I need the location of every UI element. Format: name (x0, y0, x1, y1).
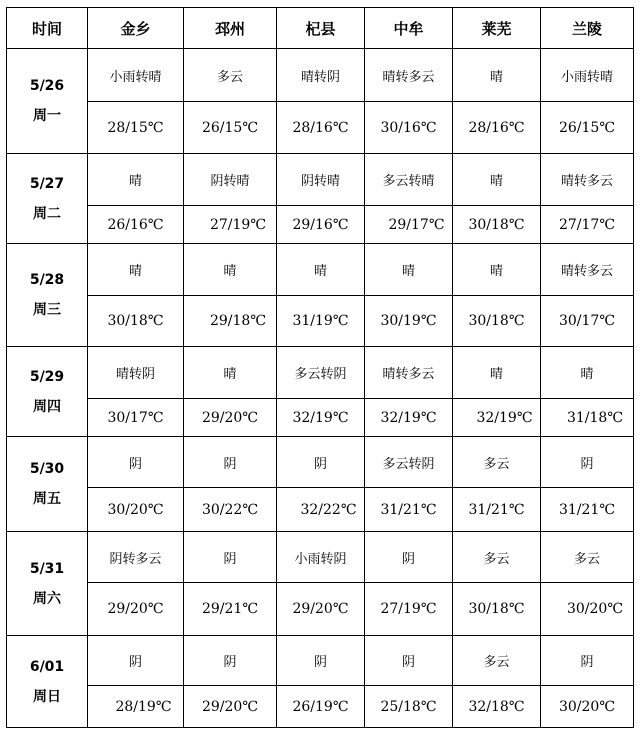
temperature-cell: 26/15℃ (541, 102, 634, 154)
temperature-cell: 30/18℃ (453, 583, 541, 636)
temperature-cell: 32/19℃ (365, 399, 453, 437)
temperature-cell: 29/17℃ (365, 206, 453, 244)
temperature-cell: 32/18℃ (453, 686, 541, 728)
weather-cell: 晴 (453, 49, 541, 102)
header-row (7, 8, 634, 49)
temperature-cell: 26/16℃ (88, 206, 184, 244)
time-header: 时间 (7, 8, 88, 49)
weekday-label: 周五 (33, 491, 61, 507)
temperature-cell: 29/20℃ (184, 686, 277, 728)
temperature-cell: 30/20℃ (541, 583, 634, 636)
temperature-cell: 30/22℃ (184, 488, 277, 532)
temperature-row (7, 399, 634, 437)
date-cell (7, 49, 88, 154)
temperature-row (7, 206, 634, 244)
date-cell (7, 532, 88, 636)
temperature-cell: 27/19℃ (184, 206, 277, 244)
weather-cell: 阴 (277, 636, 365, 686)
weather-cell: 小雨转阴 (277, 532, 365, 583)
weekday-label: 周三 (33, 302, 61, 318)
temperature-row (7, 686, 634, 728)
date-label: 5/26 (29, 78, 65, 94)
date-cell (7, 347, 88, 437)
weather-cell: 阴 (541, 636, 634, 686)
weather-cell: 晴转多云 (541, 154, 634, 206)
weather-cell: 阴 (184, 532, 277, 583)
temperature-cell: 31/21℃ (541, 488, 634, 532)
date-label: 6/01 (29, 658, 65, 675)
date-label: 5/29 (29, 368, 65, 385)
weekday-label: 周二 (33, 205, 61, 222)
weekday-label: 周一 (33, 108, 61, 124)
weather-cell: 多云 (184, 49, 277, 102)
date-label: 5/27 (29, 175, 65, 192)
weather-cell: 多云 (453, 437, 541, 488)
weather-cell: 阴 (184, 636, 277, 686)
date-cell (7, 636, 88, 728)
temperature-cell: 30/20℃ (541, 686, 634, 728)
temperature-cell: 27/19℃ (365, 583, 453, 636)
weather-cell: 多云转晴 (365, 154, 453, 206)
weather-cell: 阴转多云 (88, 532, 184, 583)
weather-cell: 小雨转晴 (88, 49, 184, 102)
weekday-label: 周四 (33, 398, 61, 415)
weather-cell: 晴 (277, 244, 365, 296)
weather-row (7, 154, 634, 206)
temperature-cell: 30/18℃ (453, 206, 541, 244)
temperature-row (7, 296, 634, 347)
weather-cell: 晴转多云 (365, 49, 453, 102)
temperature-cell: 28/15℃ (88, 102, 184, 154)
temperature-cell: 30/17℃ (541, 296, 634, 347)
city-header: 邳州 (184, 8, 277, 49)
date-cell (7, 244, 88, 347)
temperature-cell: 26/19℃ (277, 686, 365, 728)
date-label: 5/28 (29, 272, 65, 288)
weather-cell: 多云转阴 (277, 347, 365, 399)
date-label: 5/30 (29, 461, 65, 477)
weather-cell: 晴 (365, 244, 453, 296)
weekday-label: 周六 (33, 590, 61, 607)
weather-cell: 多云 (453, 636, 541, 686)
temperature-cell: 29/20℃ (184, 399, 277, 437)
weather-cell: 阴 (277, 437, 365, 488)
temperature-cell: 30/16℃ (365, 102, 453, 154)
temperature-cell: 25/18℃ (365, 686, 453, 728)
weather-cell: 晴 (453, 244, 541, 296)
weather-cell: 晴 (184, 347, 277, 399)
temperature-cell: 30/19℃ (365, 296, 453, 347)
weather-cell: 晴 (453, 154, 541, 206)
date-cell (7, 154, 88, 244)
temperature-row (7, 583, 634, 636)
weekday-label: 周日 (33, 688, 61, 705)
weather-cell: 多云 (541, 532, 634, 583)
weather-row (7, 244, 634, 296)
weather-row (7, 437, 634, 488)
weather-cell: 阴 (541, 437, 634, 488)
temperature-cell: 26/15℃ (184, 102, 277, 154)
temperature-row (7, 102, 634, 154)
weather-cell: 晴 (184, 244, 277, 296)
city-header: 莱芜 (453, 8, 541, 49)
temperature-cell: 27/17℃ (541, 206, 634, 244)
temperature-cell: 30/18℃ (88, 296, 184, 347)
temperature-cell: 31/18℃ (541, 399, 634, 437)
weather-cell: 阴 (184, 437, 277, 488)
city-header: 兰陵 (541, 8, 634, 49)
temperature-cell: 32/22℃ (277, 488, 365, 532)
weather-cell: 晴转阴 (88, 347, 184, 399)
temperature-cell: 29/20℃ (88, 583, 184, 636)
weather-cell: 多云转阴 (365, 437, 453, 488)
temperature-cell: 30/17℃ (88, 399, 184, 437)
weather-cell: 阴转晴 (277, 154, 365, 206)
weather-row (7, 49, 634, 102)
temperature-cell: 29/20℃ (277, 583, 365, 636)
weather-cell: 阴转晴 (184, 154, 277, 206)
weather-cell: 晴转多云 (365, 347, 453, 399)
weather-row (7, 636, 634, 686)
weather-row (7, 532, 634, 583)
temperature-cell: 31/21℃ (365, 488, 453, 532)
weather-cell: 晴 (453, 347, 541, 399)
weather-cell: 晴 (541, 347, 634, 399)
weather-cell: 阴 (365, 636, 453, 686)
temperature-cell: 28/19℃ (88, 686, 184, 728)
temperature-cell: 29/21℃ (184, 583, 277, 636)
temperature-cell: 32/19℃ (277, 399, 365, 437)
temperature-row (7, 488, 634, 532)
weather-cell: 晴 (88, 244, 184, 296)
weather-cell: 晴转多云 (541, 244, 634, 296)
weather-cell: 晴 (88, 154, 184, 206)
weather-cell: 晴转阴 (277, 49, 365, 102)
weather-cell: 阴 (365, 532, 453, 583)
weather-cell: 小雨转晴 (541, 49, 634, 102)
temperature-cell: 29/18℃ (184, 296, 277, 347)
temperature-cell: 32/19℃ (453, 399, 541, 437)
city-header: 金乡 (88, 8, 184, 49)
temperature-cell: 30/18℃ (453, 296, 541, 347)
weather-forecast-table (6, 7, 634, 728)
city-header: 杞县 (277, 8, 365, 49)
temperature-cell: 29/16℃ (277, 206, 365, 244)
date-cell (7, 437, 88, 532)
weather-cell: 阴 (88, 437, 184, 488)
city-header: 中牟 (365, 8, 453, 49)
temperature-cell: 28/16℃ (453, 102, 541, 154)
temperature-cell: 31/21℃ (453, 488, 541, 532)
weather-cell: 多云 (453, 532, 541, 583)
weather-cell: 阴 (88, 636, 184, 686)
temperature-cell: 28/16℃ (277, 102, 365, 154)
temperature-cell: 31/19℃ (277, 296, 365, 347)
temperature-cell: 30/20℃ (88, 488, 184, 532)
date-label: 5/31 (29, 560, 65, 577)
weather-row (7, 347, 634, 399)
